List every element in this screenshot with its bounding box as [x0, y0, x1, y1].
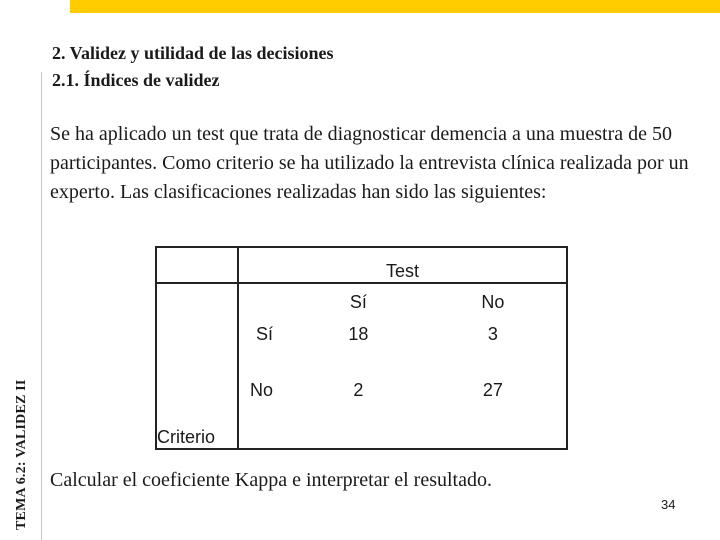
question-text: Calcular el coeficiente Kappa e interpretar el resultado.: [50, 469, 492, 491]
criterion-label: Criterio: [157, 427, 216, 447]
cell-si-no: 3: [487, 324, 498, 344]
row-label-si: Sí: [238, 320, 297, 380]
test-label: Test: [238, 247, 567, 283]
row-label-spacer: [238, 283, 297, 320]
col-header-no: No: [481, 291, 505, 312]
heading-line-2: 2.1. Índices de validez: [52, 70, 220, 90]
heading-line-1: 2. Validez y utilidad de las decisiones: [52, 43, 334, 63]
row-label-no: No: [238, 380, 297, 449]
col-header-si: Sí: [349, 291, 367, 312]
cell-no-si: 2: [353, 380, 364, 400]
table-row: [156, 283, 567, 320]
intro-paragraph: Se ha aplicado un test que trata de diagnosticar demencia a una muestra de 50 participantes. Como criterio se ha utilizado la entrevista clínica realizada por un experto. Las clasificaciones realizadas han sido las siguientes:: [50, 123, 689, 203]
top-accent-bar: [70, 0, 720, 13]
page-number: 34: [661, 497, 676, 512]
table-header-row: [156, 247, 567, 283]
section-side-label: TEMA 6.2: VALIDEZ II: [14, 379, 29, 530]
classification-table: [155, 246, 568, 450]
corner-cell: [156, 247, 238, 283]
cell-si-si: 18: [348, 324, 369, 344]
slide-heading: [52, 40, 334, 94]
cell-no-no: 27: [482, 380, 503, 400]
